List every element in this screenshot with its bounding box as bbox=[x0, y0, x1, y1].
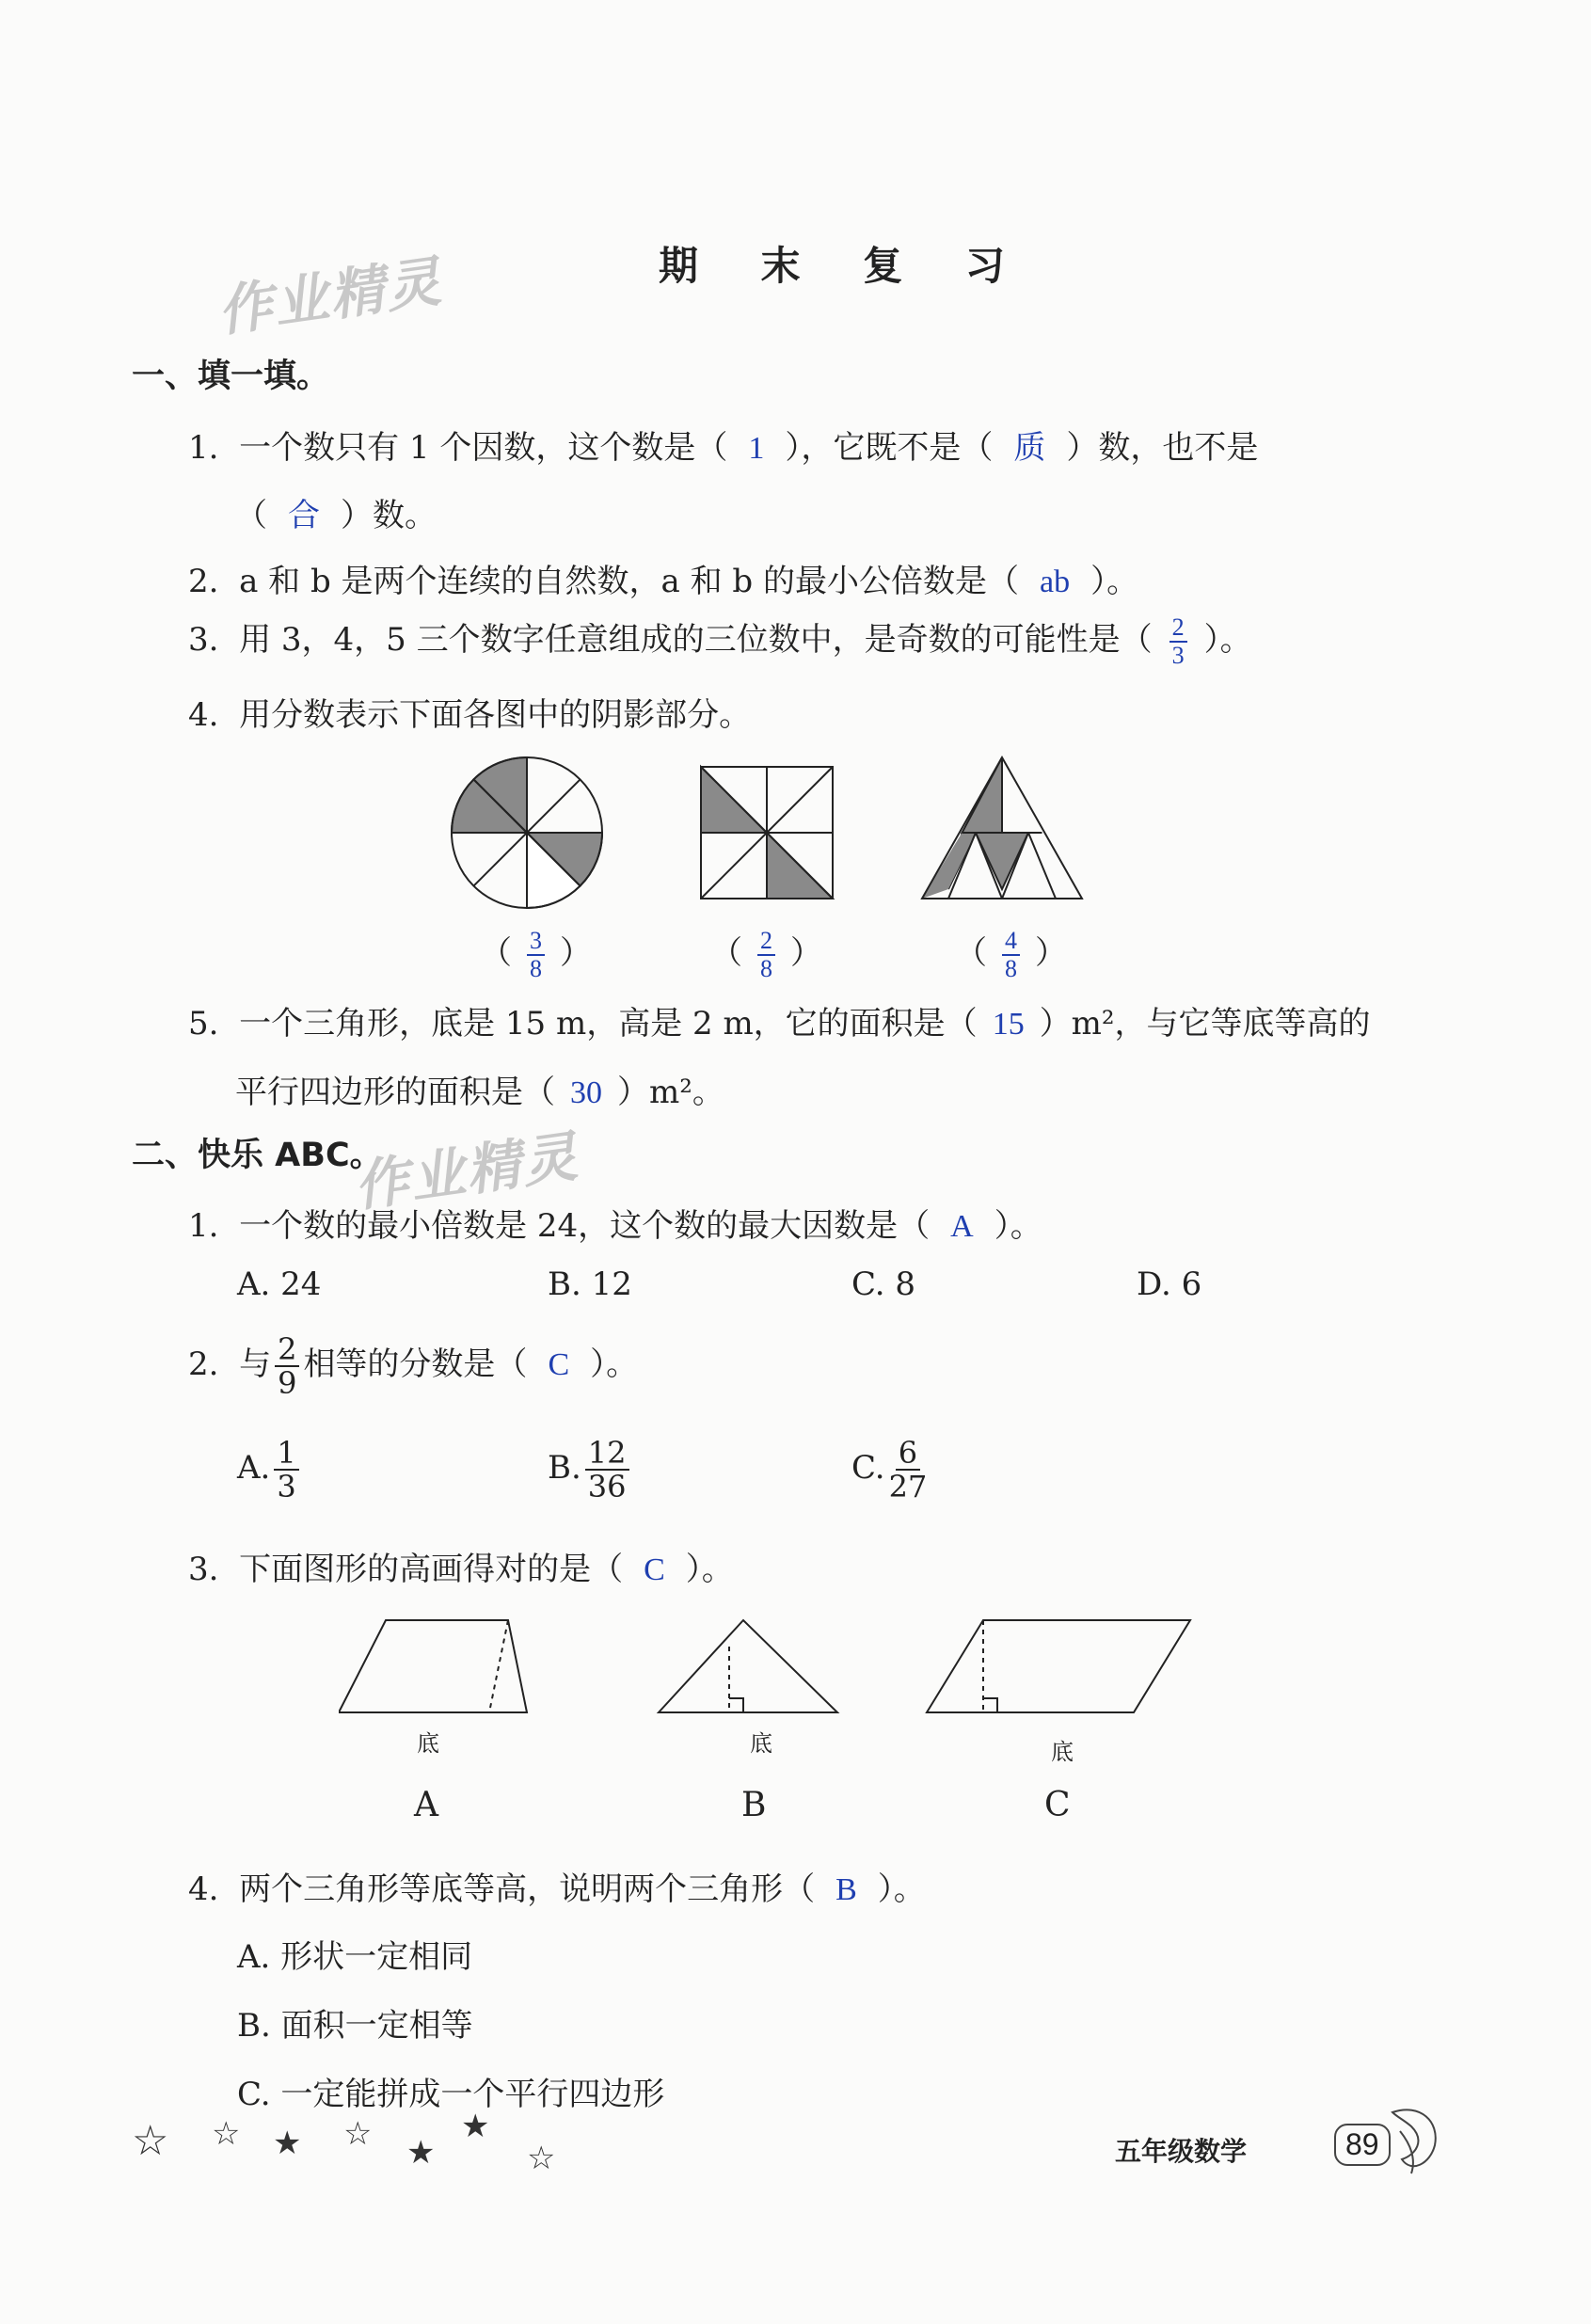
triangle-figure bbox=[922, 757, 1082, 899]
question-1-2: 2. a 和 b 是两个连续的自然数，a 和 b 的最小公倍数是（ ab ）。 bbox=[188, 563, 1139, 600]
option: C. 一定能拼成一个平行四边形 bbox=[237, 2076, 665, 2113]
answer: C bbox=[644, 1552, 665, 1587]
figure-answer-3: （ $\frac{4}{8}$ ） bbox=[955, 927, 1067, 982]
answer: 1 bbox=[748, 431, 765, 466]
page-number: 89 bbox=[1334, 2124, 1391, 2166]
question-1-4: 4. 用分数表示下面各图中的阴影部分。 bbox=[188, 696, 752, 734]
star-icon: ☆ bbox=[132, 2117, 169, 2165]
answer: C bbox=[548, 1347, 570, 1382]
question-1-3: 3. 用 3，4，5 三个数字任意组成的三位数中，是奇数的可能性是（ $\frac{2}{3}$ ）。 bbox=[188, 613, 1252, 669]
answer: 合 bbox=[288, 499, 320, 533]
question-2-1: 1. 一个数的最小倍数是 24，这个数的最大因数是（ A ）。 bbox=[188, 1207, 1042, 1245]
section-heading-fill: 一、填一填。 bbox=[132, 358, 330, 395]
height-figures bbox=[339, 1609, 1204, 1741]
figure-letter: B bbox=[741, 1786, 767, 1824]
option: A. 形状一定相同 bbox=[237, 1938, 473, 1976]
question-1-1: 1. 一个数只有 1 个因数，这个数是（ 1 ），它既不是（ 质 ）数，也不是 bbox=[188, 429, 1259, 467]
square-figure bbox=[701, 767, 833, 899]
base-label: 底 bbox=[750, 1730, 772, 1757]
option: C. 8 bbox=[851, 1265, 916, 1303]
parallelogram-shape bbox=[927, 1620, 1190, 1712]
page-title: 期 末 复 习 bbox=[659, 243, 1029, 289]
answer: 15 bbox=[992, 1007, 1025, 1042]
option: D. 6 bbox=[1137, 1265, 1202, 1303]
question-1-5-cont: 平行四边形的面积是（ 30 ）m²。 bbox=[235, 1074, 724, 1111]
answer: ab bbox=[1040, 565, 1071, 599]
question-1-1-cont: （ 合 ）数。 bbox=[235, 497, 437, 534]
shaded-figures bbox=[442, 743, 1101, 922]
star-icon: ☆ bbox=[527, 2140, 556, 2177]
question-2-2: 2. 与 $\frac{2}{9}$ 相等的分数是（ C ）。 bbox=[188, 1331, 639, 1401]
option: C. $\frac{6}{27}$ bbox=[851, 1435, 928, 1504]
triangle-shape bbox=[659, 1620, 837, 1712]
star-icon: ★ bbox=[406, 2134, 436, 2172]
figure-answer-2: （ $\frac{2}{8}$ ） bbox=[710, 927, 822, 982]
answer: B bbox=[835, 1872, 857, 1907]
leaf-icon bbox=[1383, 2103, 1449, 2178]
answer: 质 bbox=[1013, 431, 1046, 466]
base-label: 底 bbox=[417, 1730, 439, 1757]
option: B. 面积一定相等 bbox=[237, 2007, 473, 2045]
star-icon: ☆ bbox=[212, 2115, 241, 2153]
star-icon: ☆ bbox=[343, 2115, 373, 2153]
option: B. 12 bbox=[548, 1265, 632, 1303]
answer: 30 bbox=[570, 1075, 602, 1110]
section-heading-abc: 二、快乐 ABC。 bbox=[132, 1137, 383, 1174]
question-2-4: 4. 两个三角形等底等高，说明两个三角形（ B ）。 bbox=[188, 1870, 926, 1908]
base-label: 底 bbox=[1051, 1739, 1074, 1765]
figure-letter: C bbox=[1044, 1786, 1071, 1824]
figure-letter: A bbox=[414, 1786, 438, 1824]
option: A. 24 bbox=[237, 1265, 322, 1303]
star-icon: ★ bbox=[273, 2125, 302, 2162]
option: A. $\frac{1}{3}$ bbox=[237, 1438, 303, 1502]
question-1-5: 5. 一个三角形，底是 15 m，高是 2 m，它的面积是（ 15 ）m²，与它等底等高的 bbox=[188, 1005, 1371, 1043]
answer: A bbox=[950, 1209, 974, 1244]
footer-subject: 五年级数学 bbox=[1115, 2136, 1248, 2167]
question-2-3: 3. 下面图形的高画得对的是（ C ）。 bbox=[188, 1551, 734, 1588]
figure-answer-1: （ $\frac{3}{8}$ ） bbox=[480, 927, 592, 982]
watermark: 作业精灵 bbox=[214, 248, 447, 344]
circle-figure bbox=[452, 757, 602, 908]
answer-fraction: $\frac{2}{3}$ bbox=[1169, 615, 1187, 668]
watermark: 作业精灵 bbox=[350, 1123, 583, 1219]
option: B. $\frac{12}{36}$ bbox=[548, 1438, 633, 1502]
star-icon: ★ bbox=[461, 2108, 490, 2145]
